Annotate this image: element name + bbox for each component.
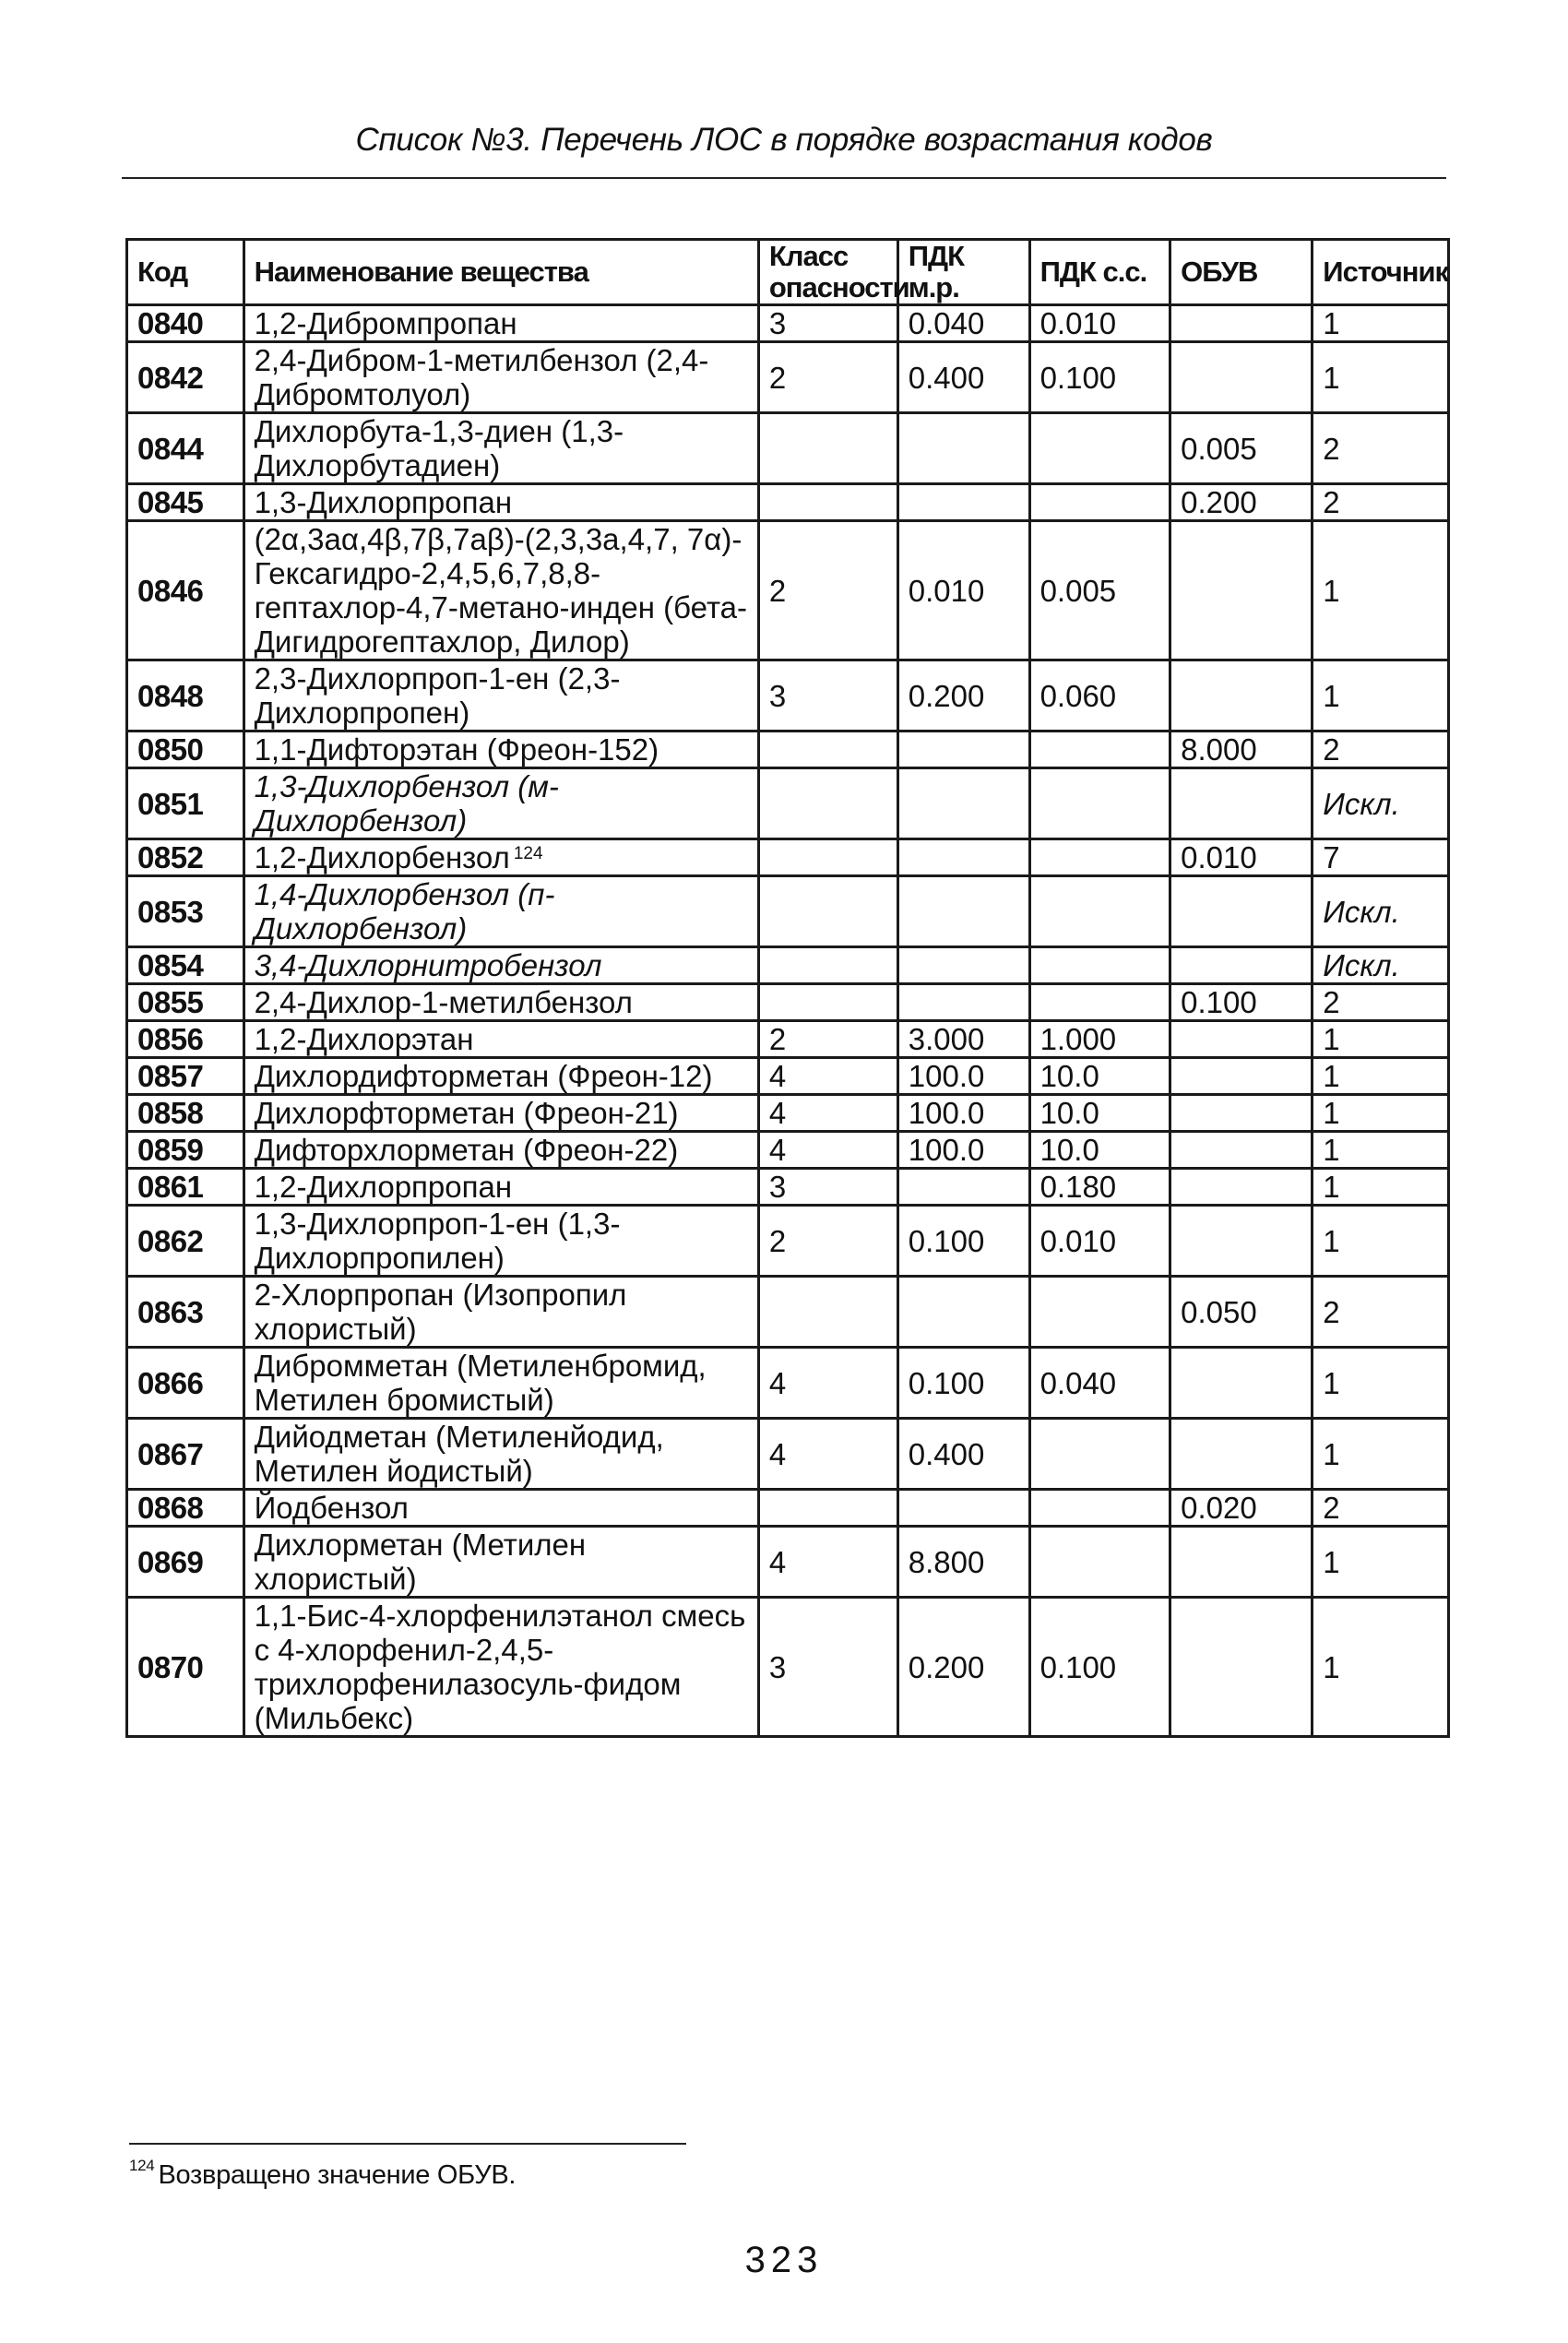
substance-name: 1,2-Дихлорэтан [254, 1022, 474, 1056]
footnote-reference: 124 [513, 844, 543, 863]
cell-pdk-mr: 0.200 [897, 660, 1029, 731]
cell-name [244, 660, 758, 731]
cell-source: 1 [1313, 1527, 1449, 1598]
table-row [127, 839, 1449, 876]
cell-name [244, 984, 758, 1021]
table-row [127, 521, 1449, 660]
table-row [127, 1021, 1449, 1058]
cell-hazard-class [758, 413, 897, 484]
table-row [127, 342, 1449, 413]
cell-source: 1 [1313, 1419, 1449, 1490]
cell-pdk-mr: 0.040 [897, 305, 1029, 342]
cell-code: 0845 [127, 484, 244, 521]
table-row [127, 984, 1449, 1021]
cell-name [244, 768, 758, 839]
table-row [127, 731, 1449, 768]
cell-obuv [1170, 342, 1313, 413]
cell-code: 0846 [127, 521, 244, 660]
cell-source: 1 [1313, 521, 1449, 660]
cell-code: 0861 [127, 1169, 244, 1206]
cell-pdk-ss: 0.100 [1029, 1598, 1170, 1737]
cell-hazard-class: 2 [758, 1206, 897, 1277]
cell-obuv [1170, 1598, 1313, 1737]
substance-name: 1,2-Дибромпропан [254, 306, 517, 340]
cell-hazard-class: 4 [758, 1132, 897, 1169]
cell-pdk-ss [1029, 484, 1170, 521]
cell-obuv [1170, 660, 1313, 731]
cell-pdk-ss [1029, 947, 1170, 984]
substance-name: 1,3-Дихлорпропан [254, 485, 513, 519]
cell-name [244, 305, 758, 342]
cell-obuv [1170, 1058, 1313, 1095]
footnote [129, 2157, 517, 2191]
cell-source: 1 [1313, 1095, 1449, 1132]
cell-hazard-class: 2 [758, 1021, 897, 1058]
cell-name [244, 521, 758, 660]
cell-code: 0866 [127, 1348, 244, 1419]
cell-obuv: 0.200 [1170, 484, 1313, 521]
cell-hazard-class: 4 [758, 1419, 897, 1490]
cell-source: 2 [1313, 731, 1449, 768]
cell-hazard-class [758, 731, 897, 768]
substance-name: 1,1-Бис-4-хлорфенилэтанол смесь с 4-хлорфенил-2,4,5-трихлорфенилазосуль-фидом (Мильбекс) [254, 1599, 746, 1735]
cell-source: 2 [1313, 413, 1449, 484]
page-header-title: Список №3. Перечень ЛОС в порядке возрастания кодов [355, 122, 1213, 158]
substance-name: Йодбензол [254, 1491, 409, 1525]
cell-source: Искл. [1313, 768, 1449, 839]
cell-pdk-mr: 0.400 [897, 342, 1029, 413]
table-row [127, 1132, 1449, 1169]
cell-name [244, 1598, 758, 1737]
cell-pdk-ss: 0.005 [1029, 521, 1170, 660]
substance-name: 2,3-Дихлорпроп-1-ен (2,3-Дихлорпропен) [254, 661, 621, 730]
cell-pdk-ss: 10.0 [1029, 1132, 1170, 1169]
cell-code: 0859 [127, 1132, 244, 1169]
cell-pdk-mr: 0.400 [897, 1419, 1029, 1490]
column-header-hazard-class: Класс опасности [758, 240, 897, 305]
cell-pdk-ss [1029, 1527, 1170, 1598]
column-header-code: Код [127, 240, 244, 305]
cell-code: 0868 [127, 1490, 244, 1527]
cell-name [244, 1490, 758, 1527]
cell-pdk-ss [1029, 413, 1170, 484]
cell-code: 0844 [127, 413, 244, 484]
cell-pdk-mr [897, 1169, 1029, 1206]
page-number: 323 [744, 2240, 824, 2280]
cell-obuv [1170, 305, 1313, 342]
cell-pdk-ss: 0.010 [1029, 1206, 1170, 1277]
table-row [127, 876, 1449, 947]
cell-code: 0863 [127, 1277, 244, 1348]
table-row [127, 1348, 1449, 1419]
cell-obuv [1170, 521, 1313, 660]
cell-code: 0870 [127, 1598, 244, 1737]
column-header-name: Наименование вещества [244, 240, 758, 305]
substance-name: Дихлорбута-1,3-диен (1,3-Дихлорбутадиен) [254, 414, 624, 482]
substance-name: Дибромметан (Метиленбромид, Метилен бромистый) [254, 1349, 707, 1417]
cell-pdk-ss: 0.060 [1029, 660, 1170, 731]
column-header-pdk-mr: ПДК м.р. [897, 240, 1029, 305]
substance-name: Дийодметан (Метиленйодид, Метилен йодистый) [254, 1420, 664, 1488]
table-row [127, 1058, 1449, 1095]
cell-pdk-mr: 3.000 [897, 1021, 1029, 1058]
cell-pdk-ss: 10.0 [1029, 1058, 1170, 1095]
cell-pdk-mr [897, 984, 1029, 1021]
cell-obuv [1170, 1132, 1313, 1169]
table-row [127, 1490, 1449, 1527]
cell-code: 0856 [127, 1021, 244, 1058]
cell-source: 1 [1313, 342, 1449, 413]
substance-name: 2-Хлорпропан (Изопропил хлористый) [254, 1278, 627, 1346]
table-row [127, 1419, 1449, 1490]
table-row [127, 660, 1449, 731]
table-row [127, 413, 1449, 484]
cell-name [244, 1132, 758, 1169]
cell-hazard-class: 2 [758, 521, 897, 660]
cell-hazard-class: 3 [758, 1169, 897, 1206]
cell-obuv [1170, 947, 1313, 984]
cell-obuv [1170, 876, 1313, 947]
cell-name [244, 1095, 758, 1132]
cell-source: 2 [1313, 984, 1449, 1021]
substance-name: 2,4-Дихлор-1-метилбензол [254, 985, 633, 1019]
table-row [127, 1206, 1449, 1277]
table-row [127, 305, 1449, 342]
cell-hazard-class [758, 484, 897, 521]
cell-pdk-mr [897, 947, 1029, 984]
cell-hazard-class: 2 [758, 342, 897, 413]
cell-obuv: 0.010 [1170, 839, 1313, 876]
cell-code: 0854 [127, 947, 244, 984]
cell-pdk-ss [1029, 1419, 1170, 1490]
cell-name [244, 1206, 758, 1277]
cell-hazard-class [758, 984, 897, 1021]
substance-name: Дихлорметан (Метилен хлористый) [254, 1528, 587, 1596]
cell-pdk-mr [897, 1277, 1029, 1348]
cell-obuv: 0.100 [1170, 984, 1313, 1021]
cell-source: 1 [1313, 660, 1449, 731]
cell-pdk-mr: 0.100 [897, 1348, 1029, 1419]
cell-code: 0852 [127, 839, 244, 876]
cell-source: 7 [1313, 839, 1449, 876]
cell-name [244, 484, 758, 521]
cell-pdk-mr: 100.0 [897, 1132, 1029, 1169]
table-row [127, 484, 1449, 521]
substance-name: 2,4-Дибром-1-метилбензол (2,4-Дибромтолуол) [254, 343, 709, 411]
cell-pdk-mr [897, 876, 1029, 947]
column-header-obuv: ОБУВ [1170, 240, 1313, 305]
cell-pdk-mr [897, 484, 1029, 521]
cell-pdk-ss: 0.100 [1029, 342, 1170, 413]
cell-source: 1 [1313, 1169, 1449, 1206]
cell-pdk-ss [1029, 876, 1170, 947]
cell-pdk-mr: 100.0 [897, 1058, 1029, 1095]
cell-name [244, 342, 758, 413]
substances-table [125, 238, 1450, 1738]
cell-source: 1 [1313, 1021, 1449, 1058]
cell-pdk-ss [1029, 839, 1170, 876]
cell-obuv [1170, 1206, 1313, 1277]
cell-pdk-ss [1029, 984, 1170, 1021]
cell-source: 2 [1313, 1277, 1449, 1348]
cell-pdk-ss: 0.010 [1029, 305, 1170, 342]
table-row [127, 1095, 1449, 1132]
substance-name: 1,2-Дихлорпропан [254, 1170, 513, 1204]
cell-name [244, 1419, 758, 1490]
cell-name [244, 839, 758, 876]
cell-source: 2 [1313, 484, 1449, 521]
cell-code: 0867 [127, 1419, 244, 1490]
cell-code: 0855 [127, 984, 244, 1021]
cell-code: 0840 [127, 305, 244, 342]
cell-source: 1 [1313, 1598, 1449, 1737]
cell-hazard-class [758, 1277, 897, 1348]
cell-obuv [1170, 1348, 1313, 1419]
cell-name [244, 1058, 758, 1095]
cell-pdk-ss: 0.040 [1029, 1348, 1170, 1419]
cell-obuv [1170, 768, 1313, 839]
table-header-row [127, 240, 1449, 305]
cell-code: 0857 [127, 1058, 244, 1095]
cell-obuv: 0.050 [1170, 1277, 1313, 1348]
cell-name [244, 1277, 758, 1348]
table-row [127, 1277, 1449, 1348]
footnote-divider [129, 2143, 686, 2145]
cell-hazard-class: 3 [758, 305, 897, 342]
cell-pdk-mr: 0.100 [897, 1206, 1029, 1277]
cell-name [244, 876, 758, 947]
cell-pdk-ss [1029, 731, 1170, 768]
cell-code: 0853 [127, 876, 244, 947]
cell-pdk-mr [897, 768, 1029, 839]
cell-name [244, 1348, 758, 1419]
cell-code: 0848 [127, 660, 244, 731]
cell-pdk-ss [1029, 768, 1170, 839]
substance-name: 1,1-Дифторэтан (Фреон-152) [254, 732, 659, 767]
header-divider [122, 177, 1446, 179]
cell-hazard-class: 3 [758, 1598, 897, 1737]
cell-code: 0850 [127, 731, 244, 768]
table-row [127, 1598, 1449, 1737]
cell-pdk-mr [897, 731, 1029, 768]
cell-obuv [1170, 1169, 1313, 1206]
column-header-pdk-ss: ПДК с.с. [1029, 240, 1170, 305]
cell-hazard-class [758, 876, 897, 947]
table-row [127, 1169, 1449, 1206]
cell-code: 0851 [127, 768, 244, 839]
substance-name: 1,3-Дихлорбензол (м-Дихлорбензол) [254, 769, 559, 838]
cell-pdk-mr: 8.800 [897, 1527, 1029, 1598]
table-row [127, 1527, 1449, 1598]
substance-name: 1,3-Дихлорпроп-1-ен (1,3-Дихлорпропилен) [254, 1207, 621, 1275]
cell-name [244, 731, 758, 768]
footnote-text: Возвращено значение ОБУВ. [158, 2160, 517, 2190]
cell-hazard-class [758, 768, 897, 839]
cell-obuv [1170, 1021, 1313, 1058]
cell-name [244, 1527, 758, 1598]
cell-hazard-class: 4 [758, 1095, 897, 1132]
cell-source: 1 [1313, 1058, 1449, 1095]
cell-obuv [1170, 1527, 1313, 1598]
cell-hazard-class [758, 839, 897, 876]
cell-hazard-class: 4 [758, 1348, 897, 1419]
cell-pdk-mr [897, 839, 1029, 876]
cell-pdk-ss: 1.000 [1029, 1021, 1170, 1058]
cell-pdk-mr: 0.010 [897, 521, 1029, 660]
cell-pdk-ss [1029, 1277, 1170, 1348]
cell-name [244, 947, 758, 984]
cell-source: 1 [1313, 1348, 1449, 1419]
cell-source: 1 [1313, 305, 1449, 342]
footnote-number: 124 [129, 2157, 155, 2174]
cell-obuv [1170, 1419, 1313, 1490]
cell-obuv: 8.000 [1170, 731, 1313, 768]
cell-hazard-class [758, 947, 897, 984]
table-row [127, 768, 1449, 839]
cell-obuv: 0.005 [1170, 413, 1313, 484]
substance-name: 3,4-Дихлорнитробензол [254, 948, 602, 982]
cell-source: 2 [1313, 1490, 1449, 1527]
substance-name: Дихлордифторметан (Фреон-12) [254, 1059, 713, 1093]
cell-source: Искл. [1313, 947, 1449, 984]
cell-source: Искл. [1313, 876, 1449, 947]
cell-pdk-mr: 0.200 [897, 1598, 1029, 1737]
substance-name: Дифторхлорметан (Фреон-22) [254, 1133, 679, 1167]
substance-name: Дихлорфторметан (Фреон-21) [254, 1096, 679, 1130]
cell-hazard-class [758, 1490, 897, 1527]
column-header-source: Источник [1313, 240, 1449, 305]
substance-name: 1,2-Дихлорбензол [254, 840, 510, 874]
cell-code: 0858 [127, 1095, 244, 1132]
table-row [127, 947, 1449, 984]
cell-pdk-ss: 0.180 [1029, 1169, 1170, 1206]
cell-hazard-class: 4 [758, 1527, 897, 1598]
cell-hazard-class: 3 [758, 660, 897, 731]
cell-pdk-mr [897, 1490, 1029, 1527]
cell-name [244, 1169, 758, 1206]
cell-obuv [1170, 1095, 1313, 1132]
substance-name: 1,4-Дихлорбензол (п-Дихлорбензол) [254, 877, 555, 946]
cell-hazard-class: 4 [758, 1058, 897, 1095]
cell-code: 0862 [127, 1206, 244, 1277]
cell-code: 0869 [127, 1527, 244, 1598]
cell-obuv: 0.020 [1170, 1490, 1313, 1527]
substance-name: (2α,3aα,4β,7β,7aβ)-(2,3,3a,4,7, 7α)-Гексагидро-2,4,5,6,7,8,8-гептахлор-4,7-метано-инден (бета-Дигидрогептахлор, Дилор) [254, 522, 748, 659]
cell-pdk-ss [1029, 1490, 1170, 1527]
cell-name [244, 1021, 758, 1058]
cell-pdk-mr [897, 413, 1029, 484]
cell-source: 1 [1313, 1132, 1449, 1169]
cell-code: 0842 [127, 342, 244, 413]
table-body [127, 305, 1449, 1737]
cell-name [244, 413, 758, 484]
cell-pdk-mr: 100.0 [897, 1095, 1029, 1132]
cell-pdk-ss: 10.0 [1029, 1095, 1170, 1132]
cell-source: 1 [1313, 1206, 1449, 1277]
